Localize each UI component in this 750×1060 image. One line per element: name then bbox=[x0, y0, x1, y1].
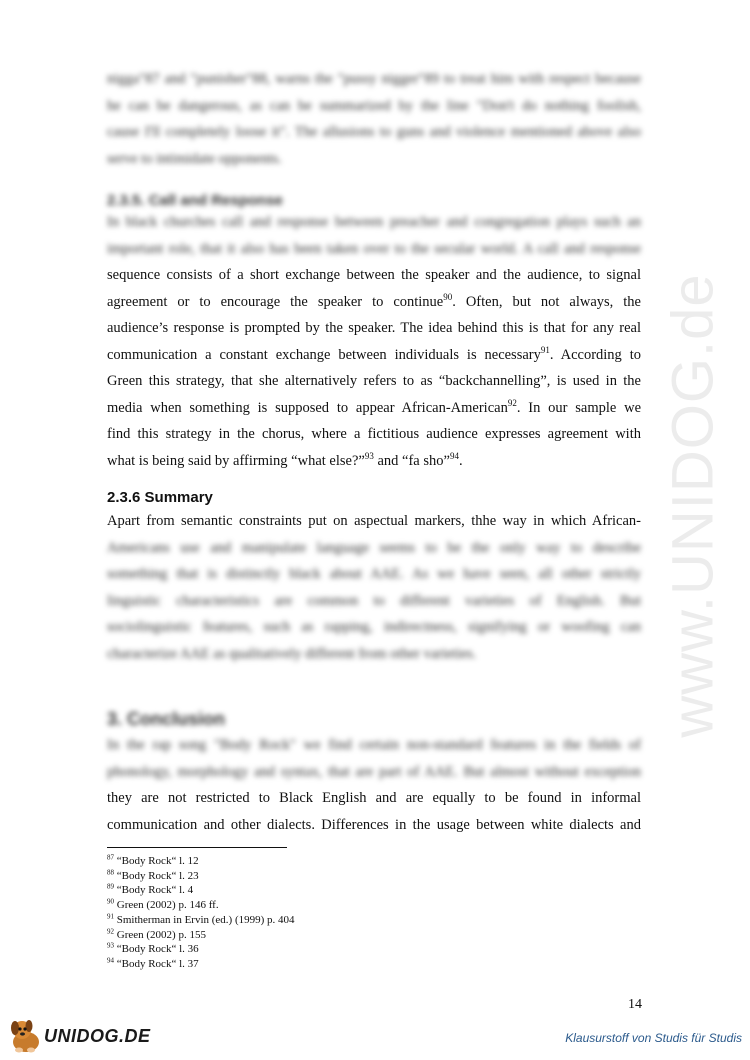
footnote: $^{88}$ “Body Rock“ l. 23 bbox=[107, 868, 199, 882]
text-line: they are not restricted to Black English and are equally to be found in informal bbox=[107, 790, 641, 806]
text-line: audience’s response is prompted by the speaker. The idea behind this is that for any real bbox=[107, 320, 641, 336]
text-line: serve to intimidate opponents. bbox=[107, 150, 282, 167]
text-line: media when something is supposed to appear African-American$^{92}$. In our sample we bbox=[107, 397, 642, 416]
footnote: $^{87}$ “Body Rock“ l. 12 bbox=[107, 853, 199, 867]
footnote-ref: 91 bbox=[540, 344, 550, 355]
section-heading-conclusion: 3. Conclusion bbox=[107, 709, 226, 729]
watermark-text: www.UNIDOG.de bbox=[660, 272, 726, 738]
paragraph-4 bbox=[107, 732, 641, 838]
text-line: In the rap song "Body Rock" we find certain non-standard features in the fields of bbox=[107, 737, 641, 753]
dog-mascot-icon bbox=[6, 1016, 46, 1056]
text-line: phonology, morphology and syntax, that are part of AAE. But almost without exception bbox=[107, 763, 641, 780]
text-line: Green this strategy, that she alternatively refers to as “backchannelling”, is used in the bbox=[107, 373, 641, 389]
logo-text: UNIDOG.DE bbox=[44, 1026, 151, 1046]
footnote: $^{90}$ Green (2002) p. 146 ff. bbox=[107, 897, 219, 912]
page-number: 14 bbox=[628, 997, 642, 1012]
paragraph-1 bbox=[107, 66, 641, 172]
tagline: Klausurstoff von Studis für Studis bbox=[565, 1031, 742, 1045]
text-line: sociolinguistic features, such as rapping, indirectness, signifying or woofing can bbox=[107, 619, 641, 635]
text-line: agreement or to encourage the speaker to continue$^{90}$. Often, but not always, the bbox=[107, 291, 641, 310]
paragraph-3 bbox=[107, 508, 641, 667]
unidog-logo bbox=[6, 1016, 156, 1056]
section-heading-call-and-response: 2.3.5. Call and Response bbox=[107, 192, 283, 209]
section-heading-summary: 2.3.6 Summary bbox=[107, 489, 213, 506]
footnote: $^{93}$ “Body Rock“ l. 36 bbox=[107, 941, 199, 956]
footnote: $^{91}$ Smitherman in Ervin (ed.) (1999) p. 404 bbox=[107, 912, 295, 926]
text-line: he can be dangerous, as can be summarized by the line "Don't do nothing foolish, bbox=[107, 97, 641, 114]
paragraph-2 bbox=[107, 209, 641, 474]
footnote: $^{92}$ Green (2002) p. 155 bbox=[107, 926, 206, 941]
text-line: communication a constant exchange between individuals is necessary$^{91}$. According to bbox=[107, 344, 642, 363]
text-line: Apart from semantic constraints put on aspectual markers, thhe way in which African- bbox=[107, 513, 641, 529]
footnote-ref: 93 bbox=[364, 450, 374, 461]
text-line: characterize AAE as qualitatively different from other varieties. bbox=[107, 645, 477, 662]
watermark bbox=[648, 272, 738, 738]
text-line: find this strategy in the chorus, where a fictitious audience expresses agreement with bbox=[107, 426, 641, 442]
footnote-ref: 90 bbox=[443, 291, 453, 302]
footnotes bbox=[107, 854, 295, 972]
footnote: $^{94}$ “Body Rock“ l. 37 bbox=[107, 956, 199, 970]
text-line: something that is distinctly black about AAE. As we have seen, all other strictly bbox=[107, 566, 641, 582]
text-line: In black churches call and response between preacher and congregation plays such an bbox=[107, 214, 641, 230]
footnote-ref: 92 bbox=[507, 397, 517, 408]
text-line: cause I'll completely loose it". The allusions to guns and violence mentioned above also bbox=[107, 124, 641, 140]
footnote-ref: 94 bbox=[449, 450, 459, 461]
text-line: Americans use and manipulate language seems to be the only way to describe bbox=[107, 539, 641, 556]
text-line: what is being said by affirming “what else?”$^{93}$ and “fa sho”$^{94}$. bbox=[107, 450, 463, 469]
footnote-separator bbox=[107, 847, 287, 848]
text-line: linguistic characteristics are common to different varieties of English. But bbox=[107, 592, 641, 609]
text-line: communication and other dialects. Differences in the usage between white dialects and bbox=[107, 816, 641, 833]
footnote: $^{89}$ “Body Rock“ l. 4 bbox=[107, 882, 194, 897]
text-line: nigga"87 and "punisher"88, warns the "pussy nigger"89 to treat him with respect because bbox=[107, 71, 641, 87]
text-line: sequence consists of a short exchange between the speaker and the audience, to signal bbox=[107, 267, 641, 283]
text-line: important role, that it also has been taken over to the secular world. A call and response bbox=[107, 240, 641, 257]
